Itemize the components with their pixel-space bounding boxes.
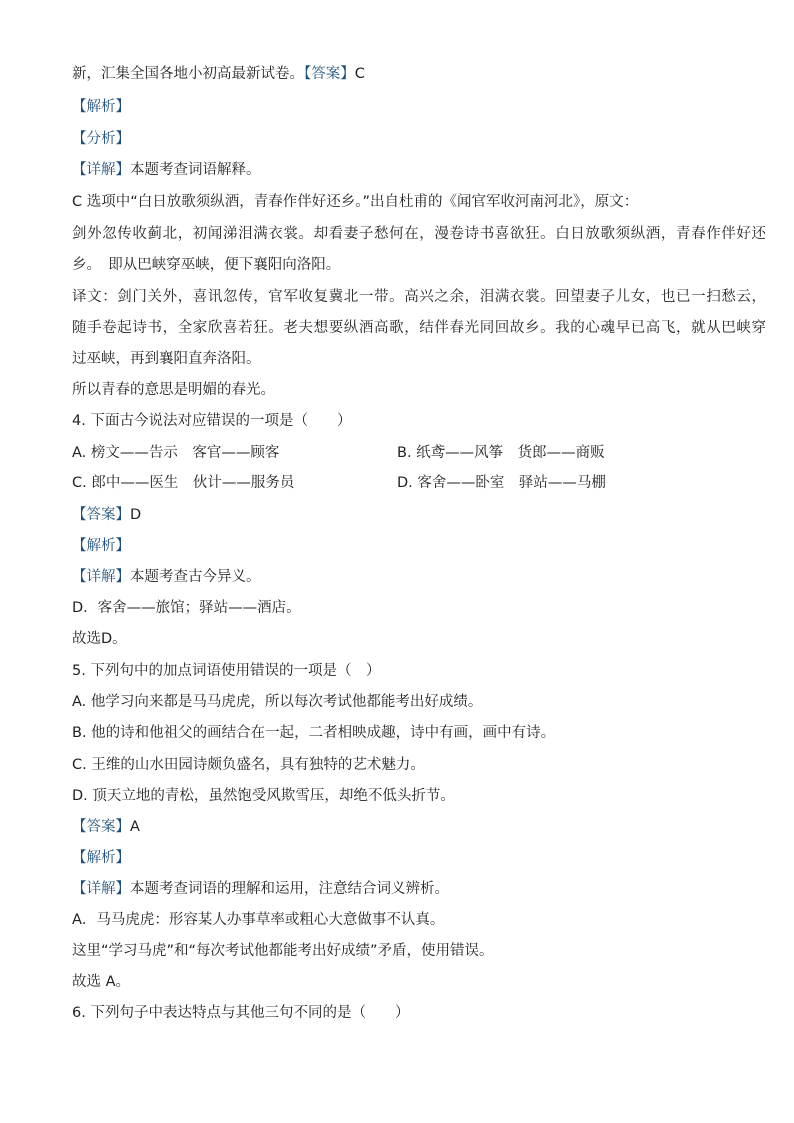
question-5-conclusion: 故选 A。	[72, 974, 131, 990]
answer-value: A	[130, 819, 140, 835]
question-4-option-c: C. 郎中——医生 伙计——服务员	[72, 475, 295, 491]
poem-line: 乡。 即从巴峡穿巫峡，便下襄阳向洛阳。	[72, 257, 341, 273]
answer-value: D	[130, 507, 142, 523]
question-5-analysis-heading: 【解析】	[72, 850, 130, 866]
question-6-stem: 6. 下列句子中表达特点与其他三句不同的是（ ）	[72, 1005, 410, 1021]
question-5-option-a: A. 他学习向来都是马马虎虎，所以每次考试他都能考出好成绩。	[72, 694, 483, 710]
question-5-option-c: C. 王维的山水田园诗颇负盛名，具有独特的艺术魅力。	[72, 757, 425, 773]
text-span: 本题考查古今异义。	[130, 569, 261, 585]
detail-tag: 【详解】	[72, 881, 130, 897]
detail-tag: 【详解】	[72, 569, 130, 585]
question-4-detail	[72, 567, 261, 587]
question-4-option-d: D. 客舍——卧室 驿站——马棚	[397, 475, 606, 491]
answer-tag: 【答案】	[72, 819, 130, 835]
question-5-answer	[72, 817, 140, 837]
answer-tag: 【答案】	[72, 507, 130, 523]
text-line	[72, 64, 365, 84]
text-line: C 选项中“白日放歌须纵酒，青春作伴好还乡。”出自杜甫的《闻官军收河南河北》，原文：	[72, 194, 639, 210]
question-4-analysis-heading: 【解析】	[72, 538, 130, 554]
conclusion-line: 所以青春的意思是明媚的春光。	[72, 382, 275, 398]
question-5-option-b: B. 他的诗和他祖父的画结合在一起，二者相映成趣，诗中有画，画中有诗。	[72, 725, 556, 741]
question-4-option-b: B. 纸鸢——风筝 货郎——商贩	[397, 445, 605, 461]
question-5-detail-line: 这里“学习马虎”和“每次考试他都能考出好成绩”矛盾，使用错误。	[72, 943, 494, 959]
translation-line: 随手卷起诗书，全家欣喜若狂。老夫想要纵酒高歌，结伴春光同回故乡。我的心魂早已高飞，就从巴峡穿	[72, 320, 767, 336]
question-5-detail-line: A．马马虎虎：形容某人办事草率或粗心大意做事不认真。	[72, 912, 445, 928]
question-4-answer	[72, 505, 141, 525]
analysis-sub-heading: 【分析】	[72, 131, 130, 147]
detail-tag: 【详解】	[72, 162, 130, 178]
text-line	[72, 160, 261, 180]
question-4-option-a: A. 榜文——告示 客官——顾客	[72, 445, 280, 461]
answer-value: C	[354, 66, 365, 82]
translation-line: 译文：剑门关外，喜讯忽传，官军收复冀北一带。高兴之余，泪满衣裳。回望妻子儿女，也已一扫愁云，	[72, 289, 767, 305]
translation-line: 过巫峡，再到襄阳直奔洛阳。	[72, 351, 261, 367]
question-4-detail-line: D．客舍——旅馆；驿站——酒店。	[72, 600, 301, 616]
question-5-option-d: D. 顶天立地的青松，虽然饱受风欺雪压，却绝不低头折节。	[72, 788, 455, 804]
question-4-stem: 4. 下面古今说法对应错误的一项是（ ）	[72, 413, 352, 429]
analysis-heading: 【解析】	[72, 99, 130, 115]
question-4-conclusion: 故选D。	[72, 631, 127, 647]
text-span: 本题考查词语的理解和运用，注意结合词义辨析。	[130, 881, 449, 897]
answer-tag: 【答案】	[304, 66, 355, 82]
text-span: 本题考查词语解释。	[130, 162, 261, 178]
text-span: 新，汇集全国各地小初高最新试卷。	[72, 66, 304, 82]
poem-line: 剑外忽传收蓟北，初闻涕泪满衣裳。却看妻子愁何在，漫卷诗书喜欲狂。白日放歌须纵酒，青春作伴好还	[72, 226, 767, 242]
question-5-stem: 5. 下列句中的加点词语使用错误的一项是（ ）	[72, 663, 381, 679]
question-5-detail	[72, 879, 449, 899]
